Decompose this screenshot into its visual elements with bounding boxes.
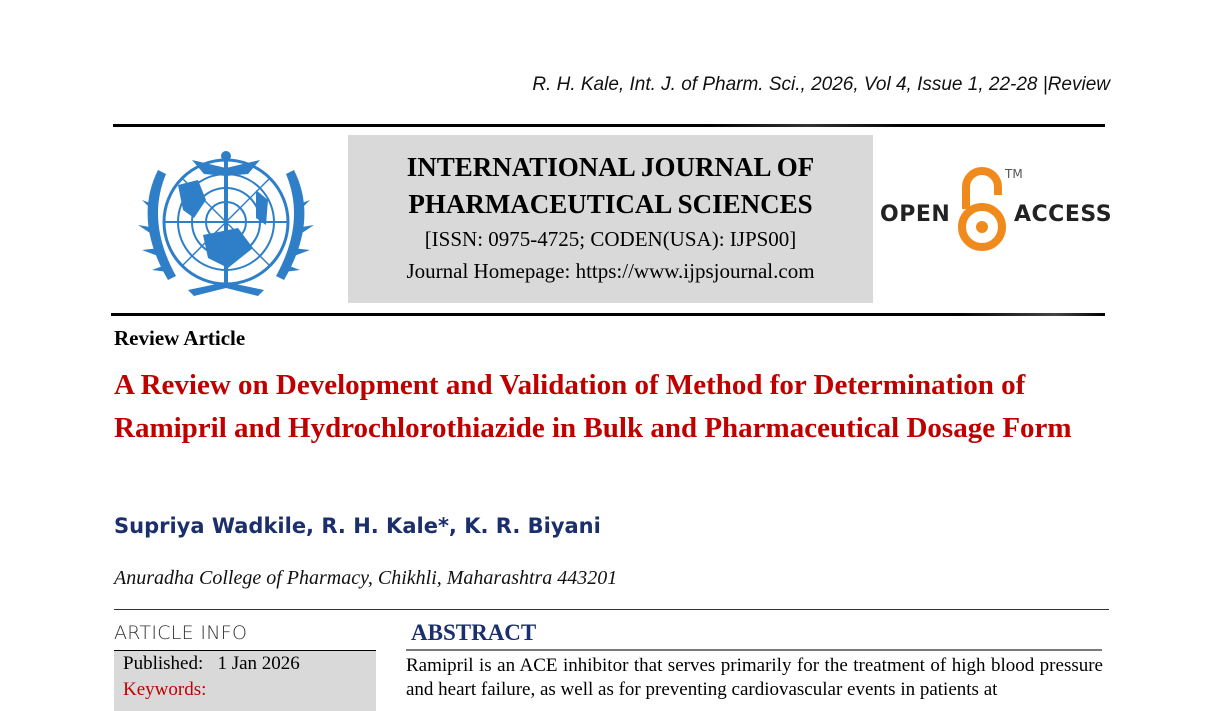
journal-homepage-link[interactable]: Journal Homepage: https://www.ijpsjournal.com xyxy=(406,259,815,283)
article-type-label: Review Article xyxy=(114,326,246,350)
running-head: R. H. Kale, Int. J. of Pharm. Sci., 2026, Vol 4, Issue 1, 22-28 |Review xyxy=(532,74,1110,95)
published-date: 1 Jan 2026 xyxy=(217,653,300,674)
section-divider xyxy=(114,609,1109,610)
open-access-word-open: OPEN xyxy=(880,202,951,227)
abstract-text: Ramipril is an ACE inhibitor that serves primarily for the treatment of high blood pressure and heart failure, as well as for preventing cardiovascular events in patients at xyxy=(406,655,1103,700)
journal-title xyxy=(348,149,873,223)
article-title: A Review on Development and Validation of Method for Determination of Ramipril and Hydrochlorothiazide in Bulk and Pharmaceutical Dosage Form xyxy=(114,369,1072,444)
abstract-rule xyxy=(406,649,1102,651)
open-access-badge xyxy=(880,165,1113,255)
header-rule-top xyxy=(113,124,1105,127)
author-list: Supriya Wadkile, R. H. Kale*, K. R. Biyani xyxy=(114,514,601,538)
journal-masthead xyxy=(348,135,873,303)
issn-line: [ISSN: 0975-4725; CODEN(USA): IJPS00] xyxy=(424,227,797,251)
journal-title-line2: PHARMACEUTICAL SCIENCES xyxy=(408,189,813,219)
article-info-box xyxy=(114,650,376,711)
published-row xyxy=(114,651,376,677)
article-info-heading: ARTICLE INFO xyxy=(114,622,248,644)
open-access-word-access: ACCESS xyxy=(1014,202,1113,227)
published-label: Published: xyxy=(123,653,204,674)
header-rule-bottom xyxy=(111,313,1105,316)
open-access-lock-icon xyxy=(954,165,1010,253)
journal-emblem-icon xyxy=(128,140,324,305)
trademark-mark: TM xyxy=(1005,167,1023,181)
abstract-heading: ABSTRACT xyxy=(411,620,537,645)
journal-title-line1: INTERNATIONAL JOURNAL OF xyxy=(406,152,815,182)
keywords-label: Keywords: xyxy=(123,679,207,700)
affiliation: Anuradha College of Pharmacy, Chikhli, Maharashtra 443201 xyxy=(114,567,618,589)
